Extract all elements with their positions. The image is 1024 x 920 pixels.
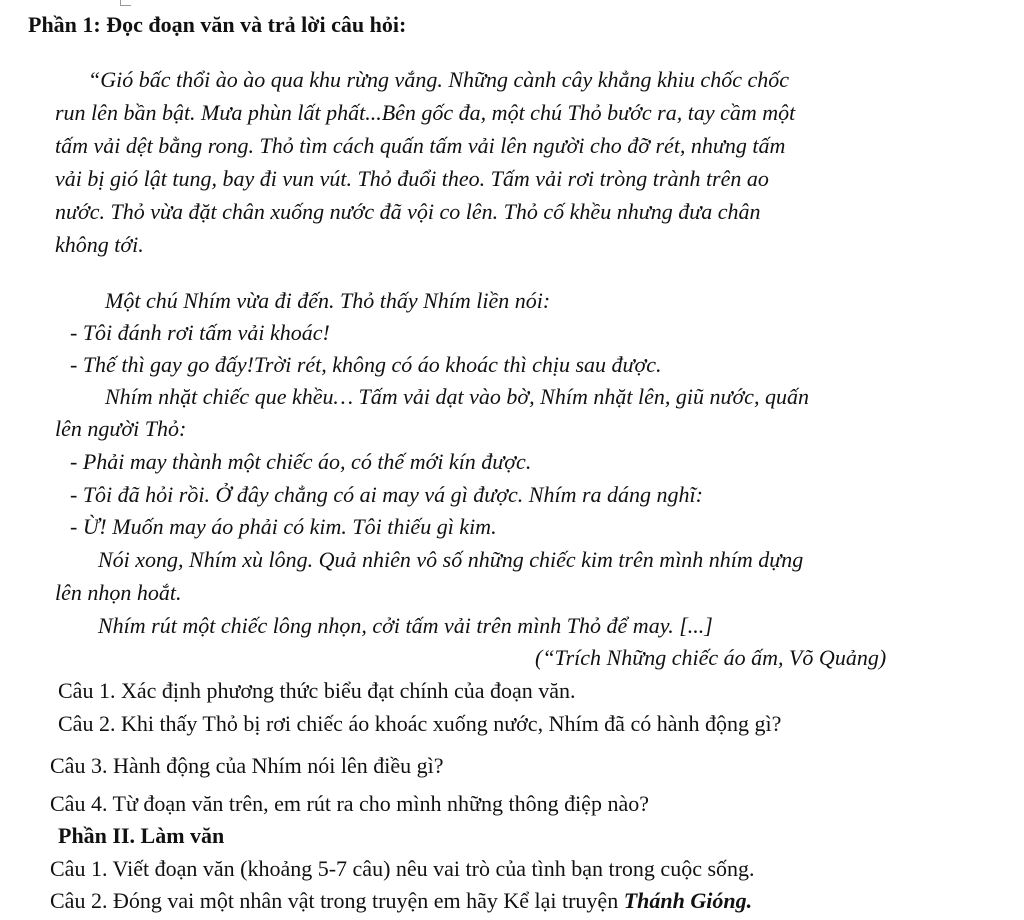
passage-line: “Gió bấc thổi ào ào qua khu rừng vắng. Những cành cây khẳng khiu chốc chốc xyxy=(88,67,789,92)
part2-heading: Phần II. Làm văn xyxy=(58,823,225,848)
part1-heading: Phần 1: Đọc đoạn văn và trả lời câu hỏi: xyxy=(28,12,407,37)
story-title: Thánh Gióng. xyxy=(623,888,753,913)
dialogue-line: - Phải may thành một chiếc áo, có thế mới kín được. xyxy=(70,449,532,474)
question-item: Câu 2. Khi thấy Thỏ bị rơi chiếc áo khoác xuống nước, Nhím đã có hành động gì? xyxy=(58,711,782,736)
passage-line: run lên bần bật. Mưa phùn lất phất...Bên gốc đa, một chú Thỏ bước ra, tay cầm một xyxy=(55,100,796,125)
source-citation: (“Trích Những chiếc áo ấm, Võ Quảng) xyxy=(535,645,887,670)
question-item: Câu 4. Từ đoạn văn trên, em rút ra cho mình những thông điệp nào? xyxy=(50,791,649,816)
passage-line: tấm vải dệt bằng rong. Thỏ tìm cách quấn tấm vải lên người cho đỡ rét, nhưng tấm xyxy=(55,133,786,158)
writing-task-2 xyxy=(50,888,752,914)
dialogue-line: - Thế thì gay go đấy!Trời rét, không có áo khoác thì chịu sau được. xyxy=(70,352,662,377)
passage-line: nước. Thỏ vừa đặt chân xuống nước đã vội co lên. Thỏ cố khều nhưng đưa chân xyxy=(55,199,761,224)
dialogue-line: - Tôi đã hỏi rồi. Ở đây chẳng có ai may vá gì được. Nhím ra dáng nghĩ: xyxy=(70,482,703,507)
passage-line: Nói xong, Nhím xù lông. Quả nhiên vô số những chiếc kim trên mình nhím dựng xyxy=(98,547,804,572)
writing-task-1: Câu 1. Viết đoạn văn (khoảng 5-7 câu) nêu vai trò của tình bạn trong cuộc sống. xyxy=(50,856,755,881)
passage-line: không tới. xyxy=(55,232,144,257)
passage-line: vải bị gió lật tung, bay đi vun vút. Thỏ đuổi theo. Tấm vải rơi tròng trành trên ao xyxy=(55,166,769,191)
dialogue-line: - Ừ! Muốn may áo phải có kim. Tôi thiếu gì kim. xyxy=(70,514,497,539)
passage-line: Nhím nhặt chiếc que khều… Tấm vải dạt vào bờ, Nhím nhặt lên, giũ nước, quấn xyxy=(105,384,809,409)
writing-task-2-text: Câu 2. Đóng vai một nhân vật trong truyện em hãy Kể lại truyện xyxy=(50,888,624,913)
passage-line: lên người Thỏ: xyxy=(55,416,187,441)
question-item: Câu 3. Hành động của Nhím nói lên điều gì? xyxy=(50,753,444,778)
passage-line: Một chú Nhím vừa đi đến. Thỏ thấy Nhím liền nói: xyxy=(105,288,551,313)
question-item: Câu 1. Xác định phương thức biểu đạt chính của đoạn văn. xyxy=(58,678,576,703)
passage-line: lên nhọn hoắt. xyxy=(55,580,182,605)
corner-mark xyxy=(120,0,131,6)
dialogue-line: - Tôi đánh rơi tấm vải khoác! xyxy=(70,320,330,345)
passage-line: Nhím rút một chiếc lông nhọn, cởi tấm vải trên mình Thỏ để may. [...] xyxy=(98,613,713,638)
